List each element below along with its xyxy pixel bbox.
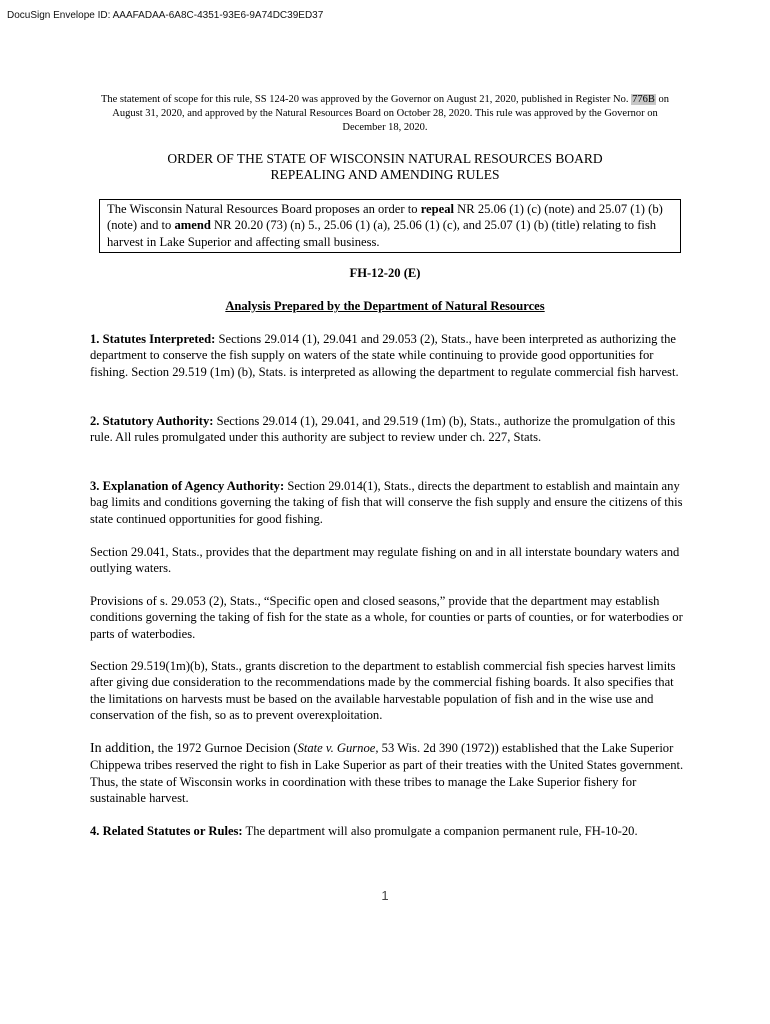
section-4-heading: 4. Related Statutes or Rules:	[90, 824, 243, 838]
gurnoe-case-name: State v. Gurnoe,	[297, 741, 379, 755]
section-agency-authority	[90, 478, 690, 527]
proposal-text-3: NR 20.20 (73) (n) 5., 25.06 (1) (a), 25.06 (1) (c), and 25.07 (1) (b) (title) relating to fish harvest in Lake Superior and affecting small business.	[107, 218, 657, 249]
section-2-text: Sections 29.014 (1), 29.041, and 29.519 (1m) (b), Stats., authorize the promulgation of this rule. All rules promulgated under this authority are subject to review under ch. 227, Stats.	[90, 414, 676, 445]
register-number-highlight: 776B	[632, 94, 655, 105]
section-statutes-interpreted	[90, 331, 690, 380]
proposal-text-1: The Wisconsin Natural Resources Board proposes an order to	[107, 202, 421, 216]
paragraph-gurnoe	[90, 740, 690, 807]
proposal-text-2: NR 25.06 (1) (c) (note) and 25.07 (1) (b) (note) and to	[107, 202, 663, 233]
order-title	[90, 151, 680, 183]
section-3-heading: 3. Explanation of Agency Authority:	[90, 479, 285, 493]
scope-text-part2: on August 31, 2020, and approved by the Natural Resources Board on October 28, 2020. This rule was approved by the Governor on December 18, 2020.	[112, 94, 670, 133]
section-related-statutes	[90, 823, 690, 839]
gurnoe-lead: In addition,	[90, 741, 155, 756]
section-2-heading: 2. Statutory Authority:	[90, 414, 214, 428]
section-statutory-authority	[90, 413, 690, 446]
docusign-envelope-id: DocuSign Envelope ID: AAAFADAA-6A8C-4351-93E6-9A74DC39ED37	[7, 10, 324, 21]
scope-statement	[90, 93, 680, 135]
analysis-heading: Analysis Prepared by the Department of Natural Resources	[225, 299, 545, 313]
paragraph-29519: Section 29.519(1m)(b), Stats., grants discretion to the department to establish commercial fish species harvest limits after giving due consideration to the recommendations made by the commercial fishing boards. It also specifies that the limitations on harvests must be based on the available harvestable population of fish and in the wise use and conservation of the fish, so as to prevent overexploitation.	[90, 659, 676, 723]
gurnoe-text-1: the 1972 Gurnoe Decision (	[154, 741, 298, 755]
section-4-text: The department will also promulgate a companion permanent rule, FH-10-20.	[242, 824, 638, 838]
proposal-amend: amend	[174, 218, 211, 233]
rule-number: FH-12-20 (E)	[349, 266, 421, 280]
page-number: 1	[381, 888, 389, 903]
proposal-repeal: repeal	[420, 202, 455, 216]
proposal-box	[99, 199, 681, 253]
paragraph-29053: Provisions of s. 29.053 (2), Stats., “Specific open and closed seasons,” provide that the department may establish conditions governing the taking of fish for the state as a whole, for counties or parts of counties, or for waterbodies or parts of waterbodies.	[90, 594, 683, 641]
section-1-heading: 1. Statutes Interpreted:	[90, 332, 216, 346]
section-3-text: Section 29.014(1), Stats., directs the department to establish and maintain any bag limits and conditions governing the taking of fish that will conserve the fish supply and ensure the citizens of this state continued opportunities for good fishing.	[90, 479, 683, 526]
order-title-line1: ORDER OF THE STATE OF WISCONSIN NATURAL RESOURCES BOARD	[167, 151, 603, 166]
gurnoe-text-2: 53 Wis. 2d 390 (1972)) established that the Lake Superior Chippewa tribes reserved the right to fish in Lake Superior as part of their treaties with the United States government. Thus, the state of Wisconsin works in coordination with these tribes to manage the Lake Superior fishery for sustainable harvest.	[90, 741, 684, 806]
scope-text-part1: The statement of scope for this rule, SS 124-20 was approved by the Governor on August 21, 2020, published in Register No.	[100, 94, 629, 105]
section-1-text: Sections 29.014 (1), 29.041 and 29.053 (2), Stats., have been interpreted as authorizing the department to conserve the fish supply on waters of the state while continuing to provide good opportunities for fishing. Section 29.519 (1m) (b), Stats. is interpreted as allowing the department to regulate commercial fish harvest.	[90, 332, 679, 379]
order-title-line2: REPEALING AND AMENDING RULES	[270, 167, 500, 182]
paragraph-29041: Section 29.041, Stats., provides that the department may regulate fishing on and in all interstate boundary waters and outlying waters.	[90, 545, 680, 576]
